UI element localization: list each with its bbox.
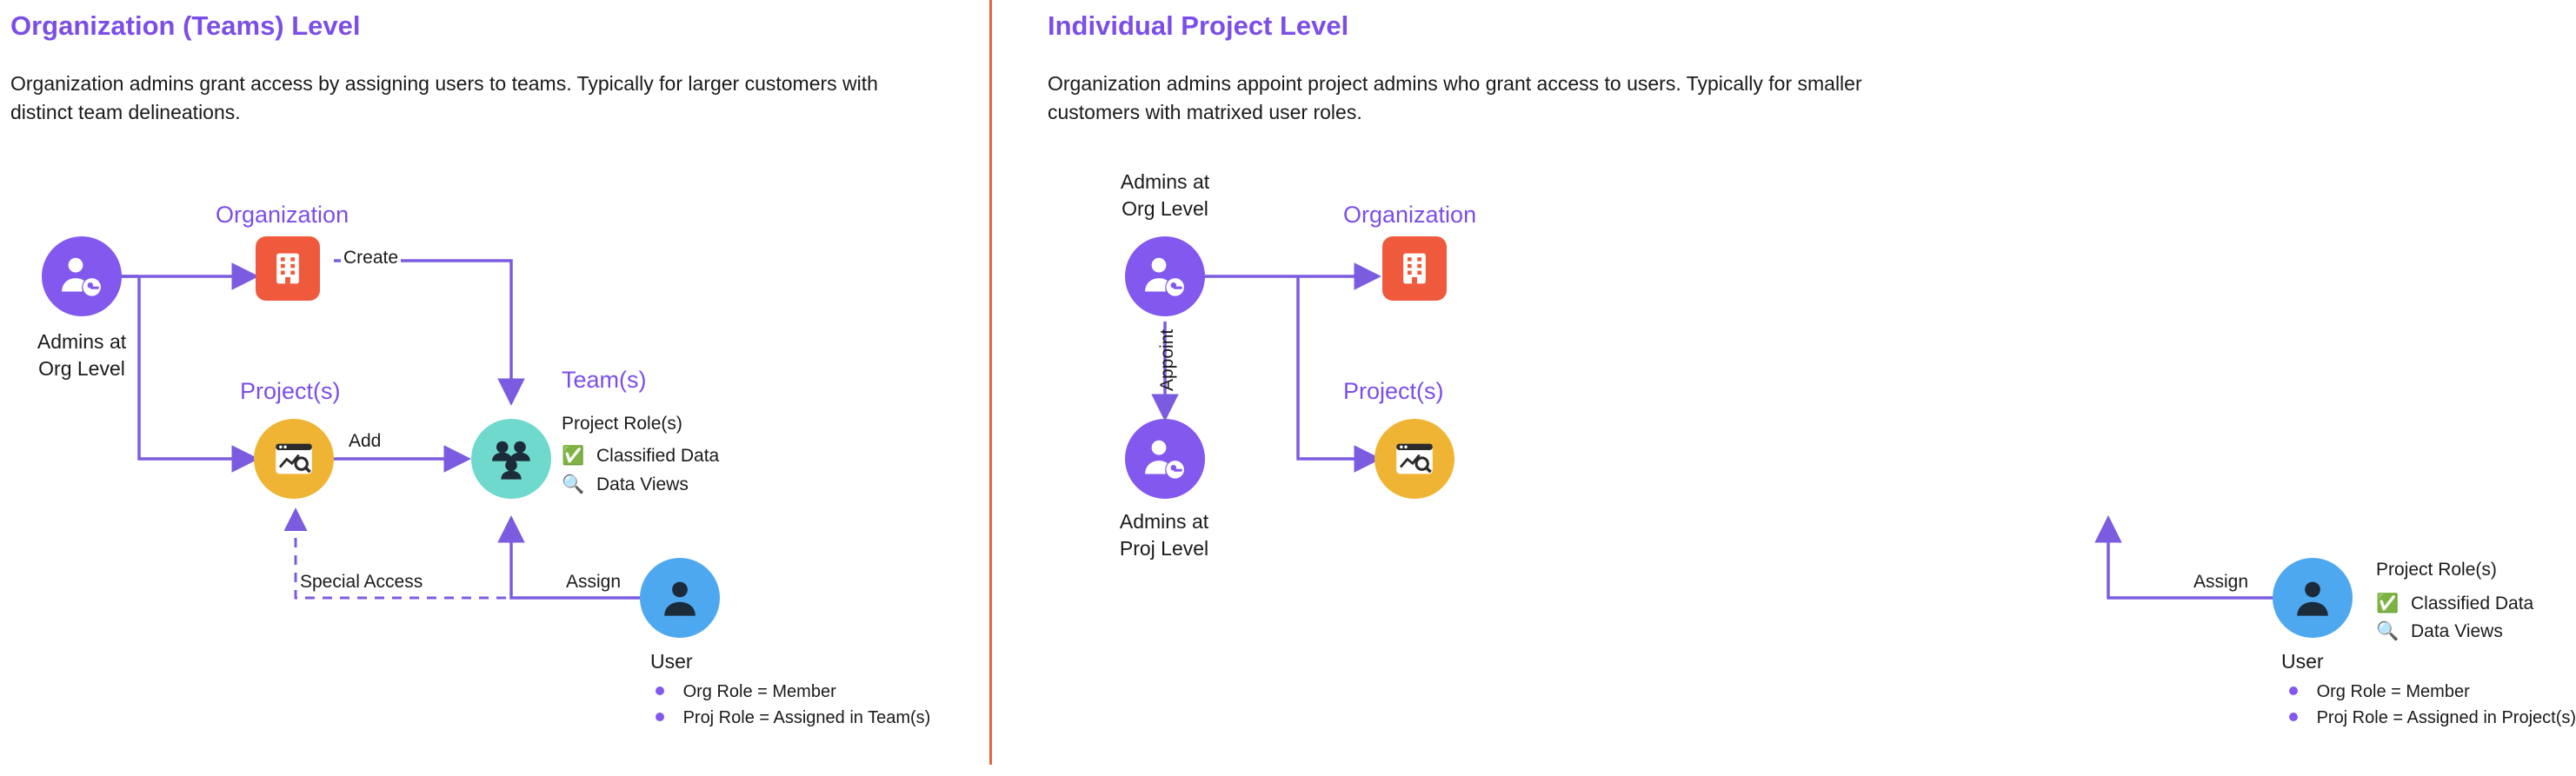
bullet-dot-icon [656, 713, 664, 721]
node-projects-right [1375, 419, 1454, 499]
label-teams-left: Team(s) [562, 367, 647, 393]
label-admins-proj-level-right [1095, 508, 1234, 562]
panel-description-right: Organization admins appoint project admins who grant access to users. Typically for smaller customers with matrixed user roles. [1048, 72, 1862, 124]
role-item-classified-data-left [562, 446, 719, 467]
node-organization-right [1382, 236, 1447, 301]
label-organization-left: Organization [216, 202, 349, 228]
user-role-bullet-right-0 [2289, 682, 2470, 702]
role-label-classified-data-left: Classified Data [596, 446, 720, 466]
edge-label-create: Create [341, 248, 401, 269]
node-organization-left [256, 236, 320, 301]
panel-divider [989, 0, 992, 765]
check-green-icon: ✅ [2376, 594, 2400, 614]
user-role-bullet-left-1 [656, 708, 930, 728]
panel-individual-project-level [994, 0, 2576, 776]
team-group-icon [487, 434, 536, 483]
bullet-dot-icon [656, 686, 664, 695]
panel-title-left: Organization (Teams) Level [10, 10, 361, 41]
check-green-icon: ✅ [562, 446, 585, 466]
label-projects-left: Project(s) [240, 378, 341, 404]
user-icon [657, 575, 702, 620]
panel-title-right: Individual Project Level [1048, 10, 1349, 41]
role-label-data-views-left: Data Views [596, 474, 689, 494]
edge-label-assign-right: Assign [2191, 572, 2251, 593]
label-admins-org-line1: Admins at [1120, 170, 1210, 193]
label-organization-right: Organization [1343, 202, 1477, 228]
building-icon [1395, 249, 1434, 288]
node-user-right [2273, 558, 2353, 638]
project-board-icon [1392, 436, 1437, 481]
label-admins-org-level-left [16, 328, 148, 382]
role-item-data-views-left [562, 474, 689, 495]
role-item-data-views-right [2376, 621, 2503, 642]
user-role-bullet-left-0 [656, 682, 836, 702]
node-teams-left [471, 419, 551, 499]
panel-description-left: Organization admins grant access by assigning users to teams. Typically for larger customers with distinct team delineations. [10, 72, 878, 124]
label-admins-org-level-right [1100, 169, 1230, 222]
user-role-label-left-1: Proj Role = Assigned in Team(s) [682, 708, 931, 727]
label-admins-line2: Org Level [38, 357, 125, 381]
panel-organization-teams-level [0, 0, 987, 776]
node-user-left [640, 558, 720, 638]
role-item-classified-data-right [2376, 594, 2533, 614]
user-role-label-right-0: Org Role = Member [2316, 682, 2470, 701]
edge-label-special-access: Special Access [297, 572, 425, 593]
label-user-left: User [650, 650, 693, 673]
admin-user-gear-icon [1141, 252, 1189, 301]
edge-label-add: Add [346, 431, 383, 452]
magnifier-icon: 🔍 [562, 474, 585, 494]
user-role-label-right-1: Proj Role = Assigned in Project(s) [2316, 708, 2576, 727]
user-icon [2290, 575, 2335, 620]
node-admins-org-level-right [1125, 236, 1205, 316]
label-admins-proj-line2: Proj Level [1119, 537, 1209, 560]
building-icon [269, 249, 307, 288]
bullet-dot-icon [2289, 686, 2298, 695]
label-admins-line1: Admins at [37, 330, 127, 353]
roles-heading-left: Project Role(s) [562, 414, 682, 434]
bullet-dot-icon [2289, 713, 2298, 721]
node-projects-left [254, 419, 334, 499]
label-user-right: User [2281, 650, 2324, 673]
label-projects-right: Project(s) [1343, 378, 1444, 404]
edge-label-assign-left: Assign [563, 572, 623, 593]
label-admins-org-line2: Org Level [1122, 197, 1208, 221]
admin-user-gear-icon [57, 252, 106, 301]
node-admins-proj-level-right [1125, 419, 1205, 499]
role-label-classified-data-right: Classified Data [2411, 594, 2534, 614]
label-admins-proj-line1: Admins at [1119, 510, 1209, 533]
roles-heading-right: Project Role(s) [2376, 560, 2497, 580]
project-board-icon [271, 436, 316, 481]
user-role-label-left-0: Org Role = Member [682, 682, 836, 701]
admin-user-gear-icon [1141, 434, 1189, 483]
magnifier-icon: 🔍 [2376, 621, 2400, 641]
edge-label-appoint: Appoint [1157, 328, 1177, 391]
role-label-data-views-right: Data Views [2411, 621, 2503, 641]
user-role-bullet-right-1 [2289, 708, 2576, 728]
node-admins-org-level-left [42, 236, 122, 316]
